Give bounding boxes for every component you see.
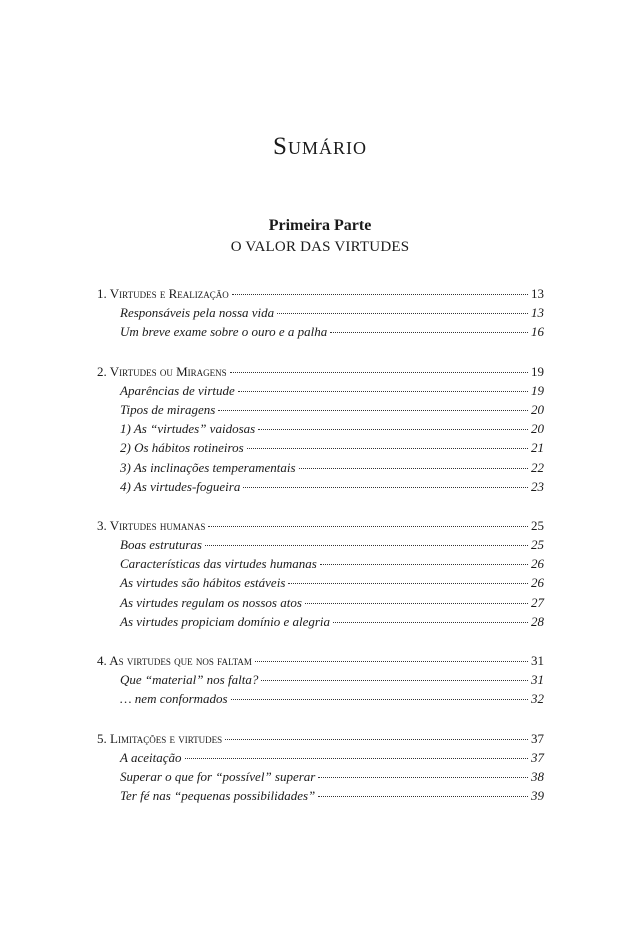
toc-sub-entry-page-number: 27 [531, 594, 544, 610]
toc-chapter-entry-title: 3. Virtudes humanas [97, 517, 206, 533]
toc-sub-entry-title: 3) As inclinações temperamentais [120, 459, 296, 475]
toc-chapter-entry-page-number: 19 [531, 363, 544, 379]
toc-sub-entry[interactable] [97, 670, 544, 689]
dot-leader [208, 526, 528, 527]
dot-leader [258, 429, 528, 430]
part-label: Primeira Parte [268, 217, 372, 234]
dot-leader [299, 468, 528, 469]
toc-sub-entry-page-number: 22 [531, 459, 544, 475]
page-title: Sumário [273, 133, 367, 160]
toc-sub-entry-page-number: 39 [531, 788, 544, 804]
toc-chapter [97, 516, 544, 631]
toc-chapter-entry-page-number: 37 [531, 730, 544, 746]
dot-leader [333, 622, 528, 623]
dot-leader [238, 391, 528, 392]
dot-leader [185, 758, 529, 759]
toc-sub-entry-title: 2) Os hábitos rotineiros [120, 440, 244, 456]
toc-chapter [97, 651, 544, 709]
dot-leader [243, 487, 528, 488]
toc-sub-entry-title: Que “material” nos falta? [120, 672, 259, 688]
toc-chapter-entry-title: 2. Virtudes ou Miragens [97, 363, 227, 379]
dot-leader [247, 448, 528, 449]
toc-sub-entry-page-number: 28 [531, 613, 544, 629]
toc-sub-entry[interactable] [97, 786, 544, 805]
toc-sub-entry[interactable] [97, 767, 544, 786]
toc-sub-entry-title: Um breve exame sobre o ouro e a palha [120, 324, 328, 340]
toc-sub-entry[interactable] [97, 458, 544, 477]
dot-leader [231, 699, 528, 700]
dot-leader [205, 545, 528, 546]
toc-sub-entry-page-number: 13 [531, 305, 544, 321]
toc-chapter-entry-page-number: 31 [531, 653, 544, 668]
toc-sub-entry[interactable] [97, 612, 544, 631]
dot-leader [218, 410, 528, 411]
toc-sub-entry[interactable] [97, 438, 544, 457]
toc-sub-entry-title: Boas estruturas [120, 537, 202, 553]
dot-leader [330, 332, 528, 333]
toc-chapter-entry-title: 5. Limitações e virtudes [97, 730, 223, 746]
dot-leader [225, 739, 528, 740]
toc-sub-entry[interactable] [97, 535, 544, 554]
toc-sub-entry[interactable] [97, 419, 544, 438]
dot-leader [232, 294, 528, 295]
toc-sub-entry[interactable] [97, 573, 544, 592]
toc-sub-entry-page-number: 23 [531, 478, 544, 494]
toc-sub-entry-title: Ter fé nas “pequenas possibilidades” [120, 788, 316, 804]
toc-sub-entry-title: As virtudes regulam os nossos atos [120, 594, 302, 610]
part-subtitle: O VALOR DAS VIRTUDES [230, 239, 410, 255]
dot-leader [261, 680, 528, 681]
dot-leader [318, 777, 528, 778]
table-of-contents [97, 284, 544, 825]
toc-sub-entry-title: As virtudes são hábitos estáveis [120, 575, 286, 591]
toc-chapter-entry-title: 4. As virtudes que nos faltam [97, 653, 252, 668]
toc-chapter [97, 729, 544, 806]
toc-sub-entry-page-number: 21 [531, 440, 544, 456]
toc-chapter-entry[interactable] [97, 284, 544, 303]
toc-chapter-entry-title: 1. Virtudes e Realização [97, 286, 229, 301]
toc-sub-entry-title: … nem conformados [120, 691, 228, 707]
toc-sub-entry-page-number: 16 [531, 324, 544, 340]
toc-chapter-entry[interactable] [97, 362, 544, 381]
toc-chapter-entry[interactable] [97, 651, 544, 670]
toc-sub-entry-title: A aceitação [120, 749, 182, 765]
toc-sub-entry-title: Características das virtudes humanas [120, 556, 317, 572]
dot-leader [305, 603, 528, 604]
dot-leader [277, 313, 528, 314]
toc-chapter [97, 284, 544, 342]
dot-leader [318, 796, 528, 797]
dot-leader [255, 661, 528, 662]
toc-sub-entry-page-number: 31 [531, 672, 544, 688]
toc-sub-entry-page-number: 26 [531, 575, 544, 591]
toc-sub-entry[interactable] [97, 748, 544, 767]
toc-sub-entry-page-number: 20 [531, 421, 544, 437]
toc-sub-entry[interactable] [97, 689, 544, 708]
toc-sub-entry-page-number: 20 [531, 401, 544, 417]
toc-sub-entry-title: 4) As virtudes-fogueira [120, 478, 241, 494]
toc-sub-entry-page-number: 32 [531, 691, 544, 707]
dot-leader [320, 564, 528, 565]
toc-chapter [97, 362, 544, 496]
toc-sub-entry[interactable] [97, 322, 544, 341]
toc-sub-entry-page-number: 37 [531, 749, 544, 765]
toc-sub-entry[interactable] [97, 303, 544, 322]
part-heading [0, 216, 640, 258]
toc-sub-entry-title: 1) As “virtudes” vaidosas [120, 421, 256, 437]
toc-sub-entry-page-number: 38 [531, 768, 544, 784]
toc-sub-entry-page-number: 26 [531, 556, 544, 572]
toc-sub-entry[interactable] [97, 381, 544, 400]
toc-sub-entry-title: Aparências de virtude [120, 382, 235, 398]
toc-chapter-entry-page-number: 13 [531, 286, 544, 301]
toc-sub-entry[interactable] [97, 400, 544, 419]
toc-sub-entry-title: Superar o que for “possível” superar [120, 768, 316, 784]
toc-sub-entry[interactable] [97, 554, 544, 573]
dot-leader [230, 372, 528, 373]
toc-chapter-entry[interactable] [97, 516, 544, 535]
toc-chapter-entry[interactable] [97, 729, 544, 748]
toc-sub-entry-page-number: 19 [531, 382, 544, 398]
toc-chapter-entry-page-number: 25 [531, 517, 544, 533]
dot-leader [288, 583, 528, 584]
toc-sub-entry[interactable] [97, 477, 544, 496]
toc-sub-entry-title: Tipos de miragens [120, 401, 216, 417]
toc-sub-entry-page-number: 25 [531, 537, 544, 553]
toc-sub-entry[interactable] [97, 593, 544, 612]
toc-sub-entry-title: Responsáveis pela nossa vida [120, 305, 275, 321]
toc-sub-entry-title: As virtudes propiciam domínio e alegria [120, 613, 331, 629]
